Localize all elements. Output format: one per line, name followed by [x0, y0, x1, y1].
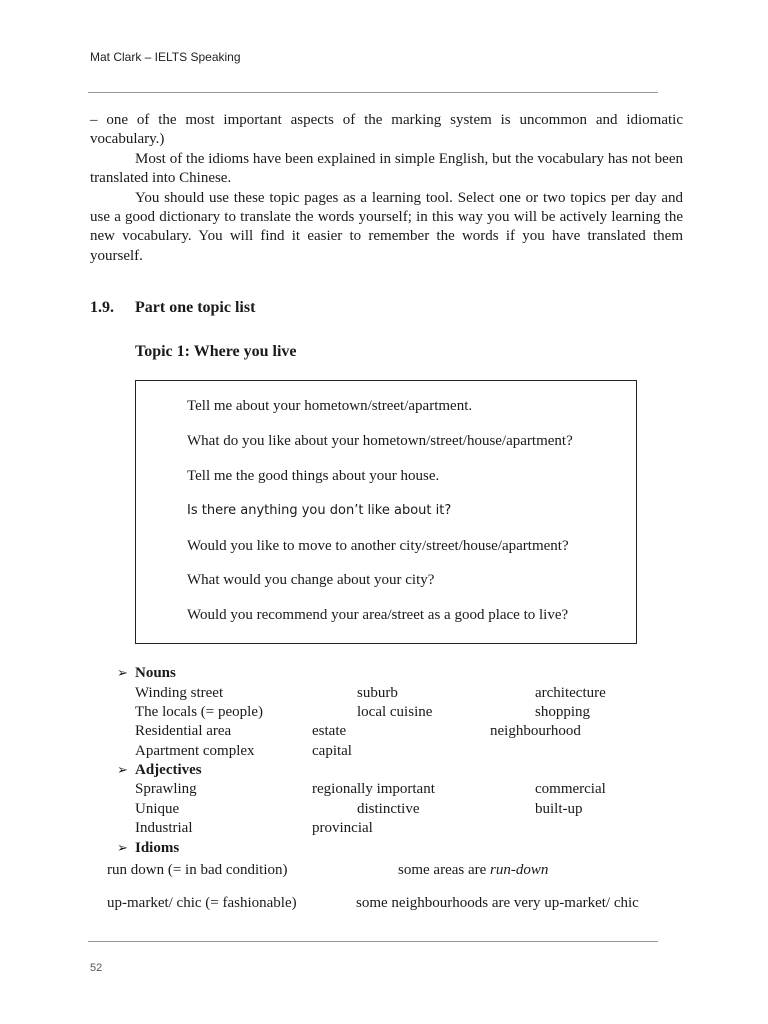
adjective-word: Unique	[135, 801, 180, 817]
noun-word: estate	[312, 723, 347, 739]
idiom-example-text: some areas are	[398, 862, 491, 878]
question-1: Tell me about your hometown/street/apartment.	[187, 398, 473, 414]
section-heading	[90, 299, 255, 317]
adjective-word: Industrial	[135, 820, 193, 836]
question-3: Tell me the good things about your house.	[187, 468, 440, 484]
noun-word: architecture	[535, 685, 606, 701]
question-7: Would you recommend your area/street as a good place to live?	[187, 607, 569, 623]
noun-word: Winding street	[135, 685, 224, 701]
idiom-term: up-market/ chic (= fashionable)	[107, 895, 297, 911]
footer-divider	[88, 941, 658, 942]
idiom-example	[398, 862, 548, 879]
idioms-heading	[117, 840, 179, 857]
adjective-word: commercial	[535, 781, 606, 797]
section-number: 1.9.	[90, 299, 114, 316]
noun-word: capital	[312, 743, 352, 759]
adjective-word: built-up	[535, 801, 583, 817]
adjective-word: Sprawling	[135, 781, 197, 797]
question-4: Is there anything you don’t like about it?	[187, 503, 452, 518]
arrow-bullet-icon: ➢	[117, 762, 128, 777]
adjective-word: regionally important	[312, 781, 435, 797]
intro-paragraph-2: Most of the idioms have been explained in simple English, but the vocabulary has not been translated into Chinese.	[90, 150, 683, 187]
header-divider	[88, 92, 658, 93]
intro-paragraph-1: – one of the most important aspects of the marking system is uncommon and idiomatic vocabulary.)	[90, 112, 683, 148]
adjectives-label: Adjectives	[135, 762, 202, 778]
noun-word: The locals (= people)	[135, 704, 263, 720]
question-6: What would you change about your city?	[187, 572, 435, 588]
noun-word: Residential area	[135, 723, 232, 739]
arrow-bullet-icon: ➢	[117, 840, 128, 855]
noun-word: shopping	[535, 704, 591, 720]
question-2: What do you like about your hometown/street/house/apartment?	[187, 433, 573, 449]
adjective-word: provincial	[312, 820, 373, 836]
idioms-label: Idioms	[135, 840, 180, 856]
intro-text	[90, 111, 683, 266]
section-title: Part one topic list	[135, 299, 256, 316]
nouns-heading	[117, 665, 176, 682]
noun-word: suburb	[357, 685, 398, 701]
question-5: Would you like to move to another city/street/house/apartment?	[187, 538, 569, 554]
noun-word: neighbourhood	[490, 723, 581, 739]
adjectives-heading	[117, 762, 202, 779]
idiom-example-emphasis: run-down	[490, 862, 549, 878]
idiom-example: some neighbourhoods are very up-market/ chic	[356, 895, 639, 911]
topic-heading: Topic 1: Where you live	[135, 343, 297, 360]
noun-word: Apartment complex	[135, 743, 255, 759]
running-header: Mat Clark – IELTS Speaking	[90, 50, 241, 64]
arrow-bullet-icon: ➢	[117, 665, 128, 680]
page-number: 52	[90, 962, 103, 974]
noun-word: local cuisine	[357, 704, 433, 720]
intro-paragraph-3: You should use these topic pages as a learning tool. Select one or two topics per day and use a good dictionary to translate the words yourself; in this way you will be actively learning the new vocabulary. You will find it easier to remember the words if you have translated them yourself.	[90, 189, 683, 264]
adjective-word: distinctive	[357, 801, 420, 817]
nouns-label: Nouns	[135, 665, 176, 681]
idiom-term: run down (= in bad condition)	[107, 862, 288, 878]
